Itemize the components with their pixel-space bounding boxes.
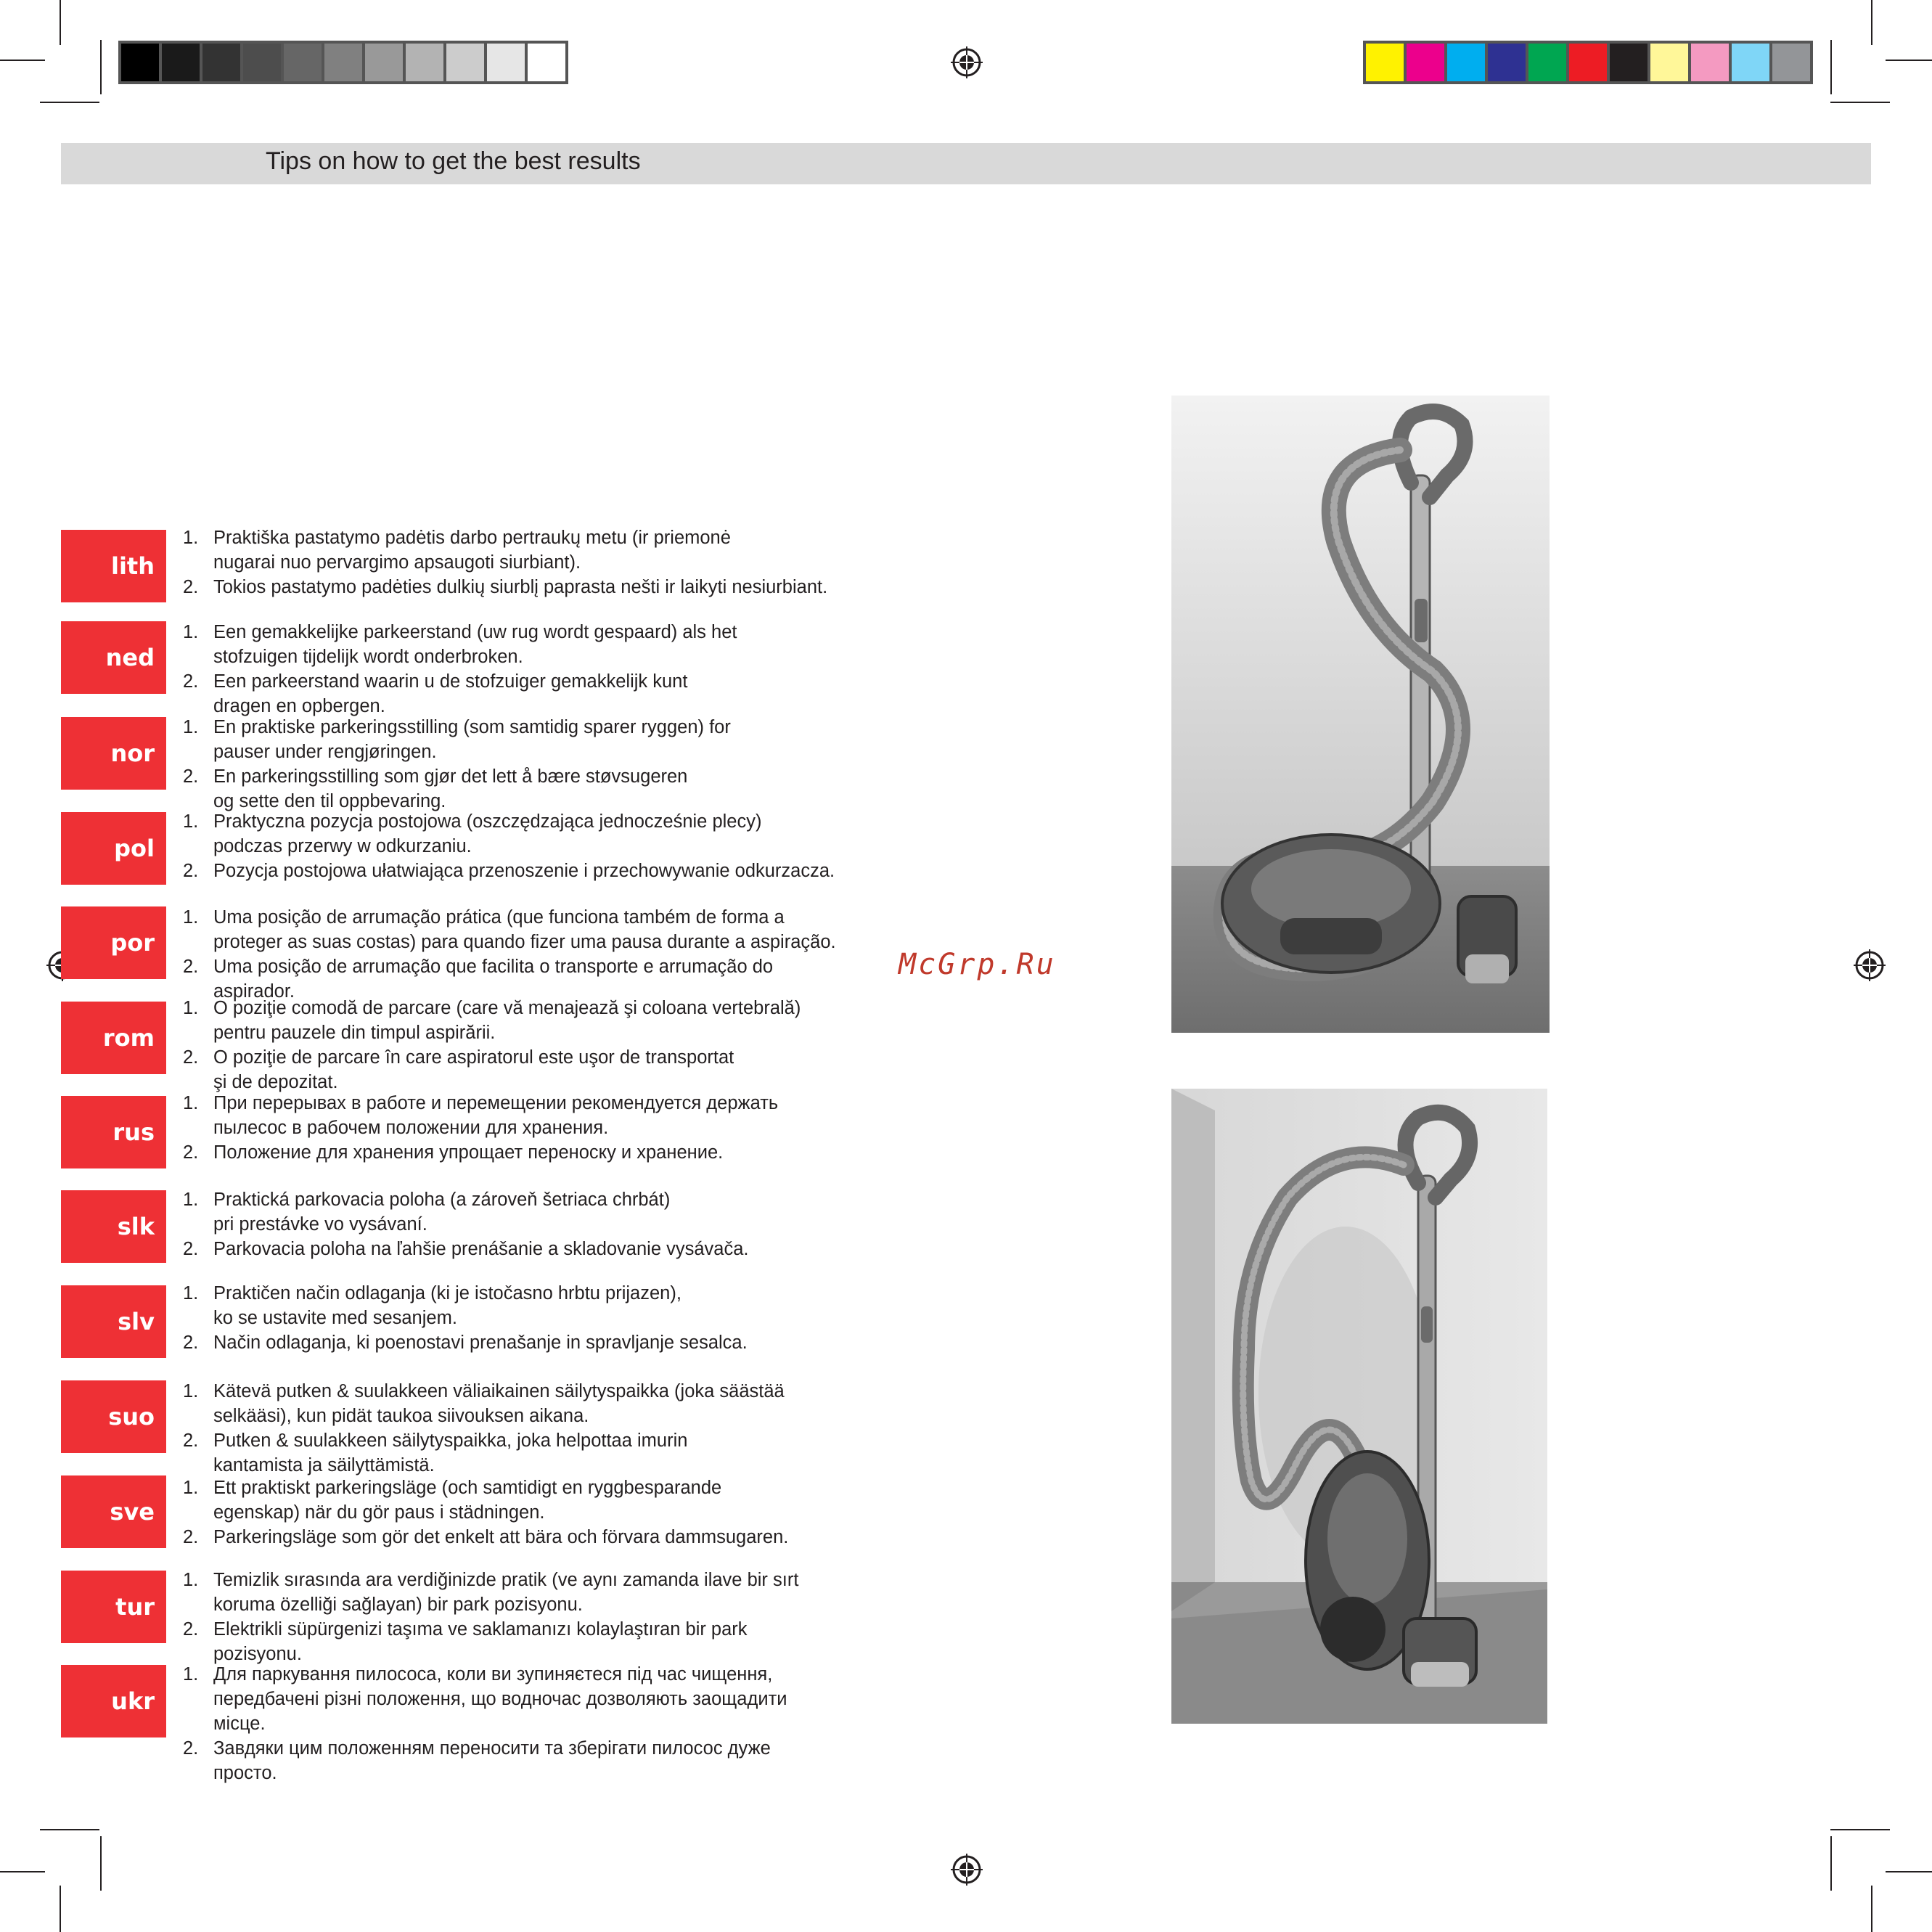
list-item xyxy=(183,1140,836,1165)
color-swatch xyxy=(365,44,406,81)
list-item-text: Elektrikli süpürgenizi taşıma ve saklamanızı kolaylaştıran bir park pozisyonu. xyxy=(213,1619,748,1664)
list-item-text: Положение для хранения упрощает переноску и хранение. xyxy=(213,1142,724,1163)
list-item-text: Praktyczna pozycja postojowa (oszczędzająca jednocześnie plecy) podczas przerwy w odkurzaniu. xyxy=(213,811,762,856)
language-code: suo xyxy=(108,1403,155,1430)
language-tab-ukr xyxy=(61,1665,166,1737)
color-swatch xyxy=(446,44,487,81)
list-item-number: 2. xyxy=(183,1239,199,1259)
list-item xyxy=(183,1617,836,1666)
list-item-number: 2. xyxy=(183,1527,199,1547)
color-swatch xyxy=(202,44,243,81)
color-swatch xyxy=(1366,44,1407,81)
list-item xyxy=(183,1330,836,1355)
list-item-number: 1. xyxy=(183,1093,199,1113)
language-tab-lith xyxy=(61,530,166,602)
list-item xyxy=(183,1475,836,1525)
list-item-text: Для паркування пилососа, коли ви зупиняєтеся під час чищення, передбачені різні положення, що водночас дозволяють заощадити місце. xyxy=(213,1664,787,1734)
language-tab-nor xyxy=(61,717,166,790)
language-tab-ned xyxy=(61,621,166,694)
list-item-number: 2. xyxy=(183,1142,199,1163)
list-item-number: 2. xyxy=(183,861,199,881)
language-tab-pol xyxy=(61,812,166,885)
color-swatch xyxy=(1732,44,1772,81)
instruction-list-sve xyxy=(183,1475,836,1550)
list-item-number: 2. xyxy=(183,1738,199,1759)
language-tab-suo xyxy=(61,1380,166,1453)
list-item-text: Uma posição de arrumação que facilita o transporte e arrumação do aspirador. xyxy=(213,957,774,1002)
instruction-list-rom xyxy=(183,996,836,1094)
list-item xyxy=(183,1736,836,1785)
list-item xyxy=(183,859,836,883)
list-item xyxy=(183,1662,836,1736)
list-item-number: 1. xyxy=(183,1570,199,1590)
color-swatch xyxy=(324,44,365,81)
list-item xyxy=(183,1045,836,1094)
list-item xyxy=(183,1568,836,1617)
language-tab-slv xyxy=(61,1285,166,1358)
list-item xyxy=(183,1428,836,1478)
list-item-text: Een parkeerstand waarin u de stofzuiger gemakkelijk kunt dragen en opbergen. xyxy=(213,671,688,716)
language-tab-rom xyxy=(61,1002,166,1074)
language-code: ukr xyxy=(111,1687,155,1715)
language-tab-slk xyxy=(61,1190,166,1263)
instruction-list-rus xyxy=(183,1091,836,1165)
instruction-list-suo xyxy=(183,1379,836,1478)
instruction-list-por xyxy=(183,905,836,1004)
list-item-number: 2. xyxy=(183,1047,199,1068)
language-tab-sve xyxy=(61,1475,166,1548)
list-item-text: Kätevä putken & suulakkeen väliaikainen säilytyspaikka (joka säästää selkääsi), kun pidät taukoa siivouksen aikana. xyxy=(213,1381,785,1426)
instruction-list-pol xyxy=(183,809,836,883)
language-code: lith xyxy=(110,552,155,580)
registration-mark-icon xyxy=(951,46,983,78)
watermark: McGrp.Ru xyxy=(899,948,1056,981)
instruction-list-lith xyxy=(183,525,836,599)
list-item xyxy=(183,1187,836,1237)
language-code: rus xyxy=(112,1118,155,1146)
language-tab-tur xyxy=(61,1571,166,1643)
color-swatch xyxy=(1610,44,1650,81)
instruction-list-slv xyxy=(183,1281,836,1355)
list-item-text: Temizlik sırasında ara verdiğinizde pratik (ve aynı zamanda ilave bir sırt koruma özelliği sağlayan) bir park pozisyonu. xyxy=(213,1570,799,1615)
list-item-text: En praktiske parkeringsstilling (som samtidig sparer ryggen) for pauser under rengjøringen. xyxy=(213,717,731,762)
list-item xyxy=(183,1281,836,1330)
color-swatch xyxy=(1691,44,1732,81)
language-code: sve xyxy=(110,1498,155,1526)
list-item-text: Način odlaganja, ki poenostavi prenašanje in spravljanje sesalca. xyxy=(213,1333,748,1353)
list-item-number: 2. xyxy=(183,957,199,977)
list-item xyxy=(183,669,836,719)
instruction-list-tur xyxy=(183,1568,836,1666)
color-swatch xyxy=(487,44,528,81)
list-item-text: Parkeringsläge som gör det enkelt att bära och förvara dammsugaren. xyxy=(213,1527,789,1547)
list-item-text: Praktiška pastatymo padėtis darbo pertraukų metu (ir priemonė nugarai nuo pervargimo apsaugoti siurbiant). xyxy=(213,528,731,573)
list-item-number: 1. xyxy=(183,622,199,642)
instruction-list-nor xyxy=(183,715,836,814)
color-swatch xyxy=(1772,44,1810,81)
vacuum-cleaner-upright-parked-icon xyxy=(1171,396,1550,1033)
list-item-number: 1. xyxy=(183,1381,199,1401)
language-code: pol xyxy=(114,835,155,862)
figure-1-image xyxy=(1171,396,1550,1033)
language-code: por xyxy=(110,929,155,957)
list-item xyxy=(183,1379,836,1428)
list-item-text: Praktická parkovacia poloha (a zároveň šetriaca chrbát) pri prestávke vo vysávaní. xyxy=(213,1190,671,1235)
registration-mark-icon xyxy=(951,1854,983,1886)
list-item xyxy=(183,809,836,859)
registration-mark-icon xyxy=(1854,949,1886,981)
list-item-number: 2. xyxy=(183,1430,199,1451)
list-item-text: Uma posição de arrumação prática (que funciona também de forma a proteger as suas costas) para quando fizer uma pausa durante a aspiração. xyxy=(213,907,836,952)
list-item-text: En parkeringsstilling som gjør det lett å bære støvsugeren og sette den til oppbevaring. xyxy=(213,766,688,811)
list-item xyxy=(183,575,836,599)
list-item-number: 2. xyxy=(183,1333,199,1353)
list-item-text: O poziţie comodă de parcare (care vă menajează şi coloana vertebrală) pentru pauzele din timpul aspirării. xyxy=(213,998,801,1043)
color-swatch xyxy=(1650,44,1691,81)
list-item-text: Een gemakkelijke parkeerstand (uw rug wordt gespaard) als het stofzuigen tijdelijk wordt onderbroken. xyxy=(213,622,737,667)
list-item xyxy=(183,764,836,814)
language-code: slv xyxy=(118,1308,155,1335)
list-item xyxy=(183,1525,836,1550)
color-swatch xyxy=(284,44,324,81)
list-item-number: 2. xyxy=(183,577,199,597)
language-code: nor xyxy=(110,740,155,767)
list-item xyxy=(183,525,836,575)
list-item xyxy=(183,996,836,1045)
list-item xyxy=(183,905,836,954)
color-swatch xyxy=(1569,44,1610,81)
list-item-text: Putken & suulakkeen säilytyspaikka, joka helpottaa imurin kantamista ja säilyttämistä. xyxy=(213,1430,688,1475)
color-swatch xyxy=(121,44,162,81)
grayscale-color-bar xyxy=(118,41,568,84)
list-item xyxy=(183,1237,836,1261)
color-swatch xyxy=(1488,44,1528,81)
vacuum-cleaner-stored-in-corner-icon xyxy=(1171,1089,1547,1724)
instruction-list-ned xyxy=(183,620,836,719)
list-item-text: Praktičen način odlaganja (ki je istočasno hrbtu prijazen), ko se ustavite med sesanjem. xyxy=(213,1283,681,1328)
list-item-text: O poziţie de parcare în care aspiratorul este uşor de transportat şi de depozitat. xyxy=(213,1047,734,1092)
color-swatch xyxy=(1447,44,1488,81)
list-item-number: 1. xyxy=(183,528,199,548)
color-swatch xyxy=(406,44,446,81)
list-item-text: Tokios pastatymo padėties dulkių siurblį paprasta nešti ir laikyti nesiurbiant. xyxy=(213,577,828,597)
list-item-number: 1. xyxy=(183,1190,199,1210)
color-swatch xyxy=(1528,44,1569,81)
page-title: Tips on how to get the best results xyxy=(266,147,641,175)
instruction-list-slk xyxy=(183,1187,836,1261)
color-swatch xyxy=(528,44,565,81)
color-swatch xyxy=(162,44,202,81)
list-item-number: 1. xyxy=(183,1478,199,1498)
list-item-number: 1. xyxy=(183,717,199,737)
list-item-text: Parkovacia poloha na ľahšie prenášanie a skladovanie vysávača. xyxy=(213,1239,749,1259)
list-item-number: 1. xyxy=(183,1283,199,1303)
list-item-text: Pozycja postojowa ułatwiająca przenoszenie i przechowywanie odkurzacza. xyxy=(213,861,835,881)
list-item xyxy=(183,715,836,764)
process-color-bar xyxy=(1363,41,1813,84)
language-code: rom xyxy=(102,1024,155,1052)
language-tab-por xyxy=(61,906,166,979)
list-item-number: 1. xyxy=(183,998,199,1018)
color-swatch xyxy=(1407,44,1447,81)
list-item-number: 1. xyxy=(183,907,199,928)
figure-2-image xyxy=(1171,1089,1547,1724)
list-item-number: 1. xyxy=(183,1664,199,1685)
list-item-number: 2. xyxy=(183,766,199,787)
list-item-text: Ett praktiskt parkeringsläge (och samtidigt en ryggbesparande egenskap) när du gör paus i städningen. xyxy=(213,1478,722,1523)
list-item-number: 2. xyxy=(183,1619,199,1640)
language-code: slk xyxy=(117,1213,155,1240)
list-item-number: 2. xyxy=(183,671,199,692)
list-item-number: 1. xyxy=(183,811,199,832)
list-item-text: Завдяки цим положенням переносити та зберігати пилосос дуже просто. xyxy=(213,1738,771,1783)
language-code: tur xyxy=(115,1593,155,1621)
section-header xyxy=(61,143,1871,184)
list-item-text: При перерывах в работе и перемещении рекомендуется держать пылесос в рабочем положении для хранения. xyxy=(213,1093,779,1138)
color-swatch xyxy=(243,44,284,81)
language-code: ned xyxy=(105,644,155,671)
list-item xyxy=(183,1091,836,1140)
list-item xyxy=(183,620,836,669)
language-tab-rus xyxy=(61,1096,166,1168)
instruction-list-ukr xyxy=(183,1662,836,1785)
